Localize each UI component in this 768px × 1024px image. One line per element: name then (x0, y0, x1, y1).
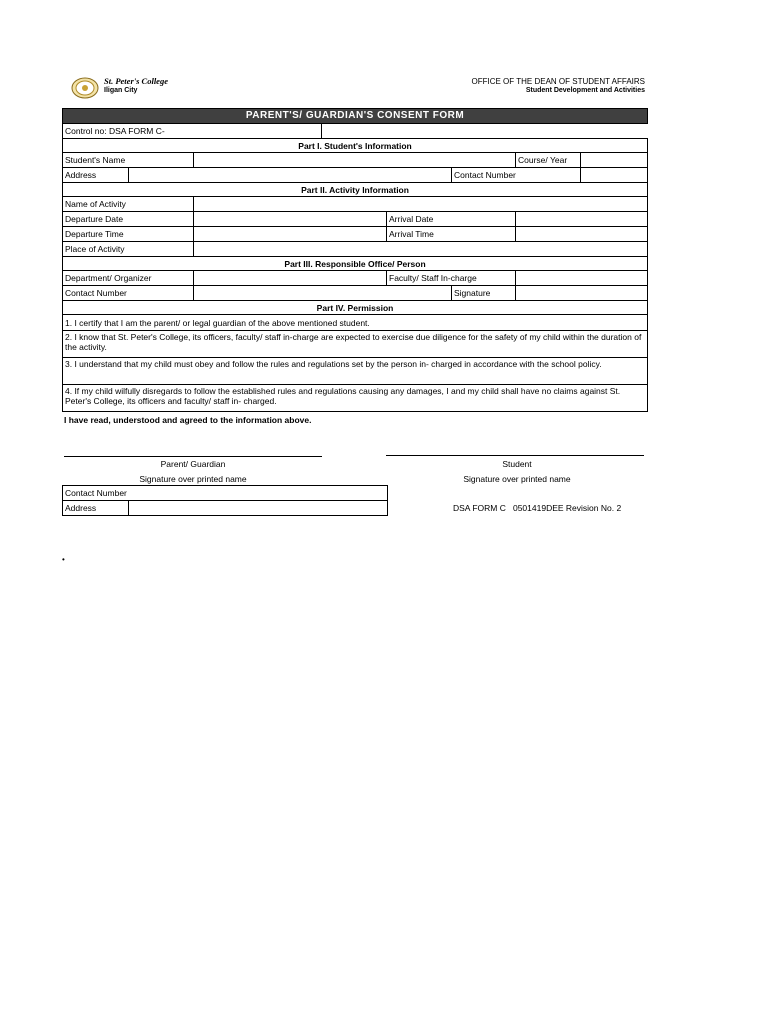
parent-info-table (62, 485, 388, 516)
signature-label: Signature (452, 286, 516, 301)
permission-statement-3: 3. I understand that my child must obey and follow the rules and regulations set by the person in- charged in accordance with the school policy. (63, 358, 648, 385)
part4-title: Part IV. Permission (63, 301, 648, 315)
activity-name-field[interactable] (194, 197, 648, 212)
parent-address-field[interactable] (129, 501, 388, 516)
footer-dot: • (62, 555, 65, 564)
course-year-label: Course/ Year (516, 153, 581, 168)
departure-date-label: Departure Date (63, 212, 194, 227)
arrival-date-field[interactable] (516, 212, 648, 227)
departure-time-label: Departure Time (63, 227, 194, 242)
part2-title: Part II. Activity Information (63, 183, 648, 197)
blank (322, 124, 648, 139)
responsible-contact-label: Contact Number (63, 286, 194, 301)
contact-number-label: Contact Number (452, 168, 581, 183)
place-of-activity-field[interactable] (194, 242, 648, 257)
permission-statement-1: 1. I certify that I am the parent/ or legal guardian of the above mentioned student. (63, 315, 648, 331)
students-name-label: Student's Name (63, 153, 194, 168)
college-name: St. Peter's College (104, 76, 168, 86)
part1-title: Part I. Student's Information (63, 139, 648, 153)
address-label: Address (63, 168, 129, 183)
college-city: Iligan City (104, 87, 138, 94)
consent-form-table (62, 108, 648, 412)
student-label: Student (502, 459, 532, 469)
departure-time-field[interactable] (194, 227, 387, 242)
control-no: Control no: DSA FORM C- (63, 124, 322, 139)
parent-signature-caption: Signature over printed name (139, 474, 247, 484)
form-code: DSA FORM C 0501419DEE Revision No. 2 (453, 503, 622, 513)
department-organizer-field[interactable] (194, 271, 387, 286)
arrival-time-label: Arrival Time (387, 227, 516, 242)
activity-name-label: Name of Activity (63, 197, 194, 212)
college-seal-logo (71, 77, 99, 99)
responsible-contact-field[interactable] (194, 286, 452, 301)
address-field[interactable] (129, 168, 452, 183)
parent-address-label: Address (63, 501, 129, 516)
faculty-staff-field[interactable] (516, 271, 648, 286)
departure-date-field[interactable] (194, 212, 387, 227)
course-year-field[interactable] (581, 153, 648, 168)
permission-statement-2: 2. I know that St. Peter's College, its officers, faculty/ staff in-charge are expected to exercise due diligence for the safety of my child within the duration of the activity. (63, 331, 648, 358)
agreement-statement: I have read, understood and agreed to the information above. (64, 415, 312, 425)
contact-number-field[interactable] (581, 168, 648, 183)
department-name: Student Development and Activities (525, 87, 645, 94)
department-organizer-label: Department/ Organizer (63, 271, 194, 286)
parent-contact-number[interactable]: Contact Number (63, 486, 388, 501)
office-name: OFFICE OF THE DEAN OF STUDENT AFFAIRS (471, 77, 645, 86)
faculty-staff-label: Faculty/ Staff In-charge (387, 271, 516, 286)
arrival-time-field[interactable] (516, 227, 648, 242)
arrival-date-label: Arrival Date (387, 212, 516, 227)
student-signature-line[interactable] (386, 455, 644, 456)
part3-title: Part III. Responsible Office/ Person (63, 257, 648, 271)
permission-statement-4: 4. If my child wilfully disregards to follow the established rules and regulations causing any damages, I and my child shall have no claims against St. Peter's College, its officers and faculty/ staff in- charged. (63, 385, 648, 412)
parent-signature-line[interactable] (64, 456, 322, 457)
parent-guardian-label: Parent/ Guardian (160, 459, 226, 469)
students-name-field[interactable] (194, 153, 516, 168)
place-of-activity-label: Place of Activity (63, 242, 194, 257)
form-title: PARENT'S/ GUARDIAN'S CONSENT FORM (63, 109, 648, 124)
signature-field[interactable] (516, 286, 648, 301)
student-signature-caption: Signature over printed name (463, 474, 571, 484)
